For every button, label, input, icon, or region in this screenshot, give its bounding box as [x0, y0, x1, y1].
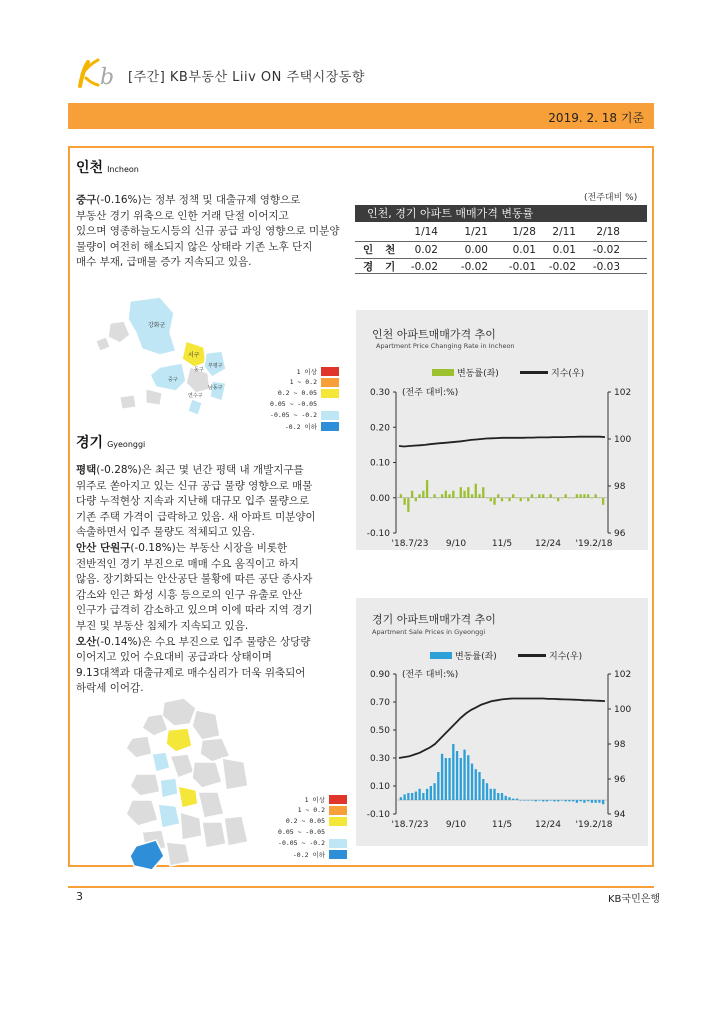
- change-rate-bar: [411, 793, 413, 800]
- change-rate-bar: [433, 494, 435, 498]
- change-rate-bar: [505, 796, 507, 800]
- gyeonggi-legend-index: 지수(우): [518, 649, 582, 662]
- gyeonggi-paragraph: [76, 463, 316, 697]
- change-rate-bar: [478, 772, 480, 800]
- change-rate-bar: [486, 498, 488, 499]
- gyeonggi-legend-change: 변동률(좌): [430, 649, 497, 662]
- change-rate-bar: [576, 494, 578, 498]
- change-rate-bar: [523, 498, 525, 499]
- incheon-map-legend: [258, 366, 341, 432]
- x-tick-label: '19.2/18: [575, 539, 613, 549]
- change-rate-bar: [579, 494, 581, 498]
- paragraph-line: [76, 193, 339, 209]
- incheon-legend-index: 지수(우): [520, 366, 584, 379]
- paragraph-text: 있으며 영종하늘도시등의 신규 공급 과잉 영향으로 미분양: [76, 225, 340, 238]
- map-legend-row: [258, 399, 341, 410]
- change-rate-bar: [460, 758, 462, 800]
- change-rate-bar: [568, 800, 570, 801]
- change-rate-bar: [591, 498, 593, 499]
- change-rate-bar: [475, 769, 477, 800]
- map-legend-label: 1 이상: [304, 796, 325, 804]
- paragraph-line: [76, 525, 316, 541]
- change-rate-bar: [403, 498, 405, 505]
- change-rate-bar: [456, 751, 458, 800]
- right-tick-label: 98: [614, 740, 626, 750]
- map-legend-swatch: [321, 367, 339, 376]
- incheon-chart-subtitle: Apartment Price Changing Rate in Incheon: [376, 342, 515, 350]
- change-rate-bar: [557, 800, 559, 801]
- change-rate-bar: [482, 487, 484, 498]
- change-rate-bar: [400, 797, 402, 800]
- paragraph-line: [76, 541, 316, 557]
- paragraph-text: (-0.16%)는 정부 정책 및 대출규제 영향으로: [96, 194, 301, 206]
- table-cell: -0.02: [410, 261, 438, 273]
- x-tick-label: '18.7/23: [391, 539, 429, 549]
- map-label-bupyeong: 부평구: [208, 363, 223, 369]
- kb-logo-icon: [74, 58, 124, 90]
- map-legend-swatch: [321, 378, 339, 387]
- table-cell: -0.03: [592, 261, 620, 273]
- change-rate-bar: [493, 789, 495, 800]
- left-tick-label: 0.30: [369, 388, 390, 398]
- map-legend-swatch: [321, 411, 339, 420]
- gyeonggi-title: 경기 Gyeonggi: [76, 435, 146, 451]
- map-legend-label: 0.2 ~ 0.05: [285, 817, 325, 825]
- change-rate-bar: [553, 800, 555, 801]
- change-rate-bar: [467, 755, 469, 800]
- table-header-row: [355, 224, 647, 240]
- table-cell: 0.01: [552, 244, 576, 256]
- change-rate-bar: [418, 789, 420, 800]
- x-tick-label: 9/10: [445, 539, 467, 549]
- paragraph-line: [76, 479, 316, 495]
- table-column-header: 1/14: [414, 226, 438, 238]
- map-legend-label: 1 ~ 0.2: [297, 806, 325, 814]
- left-tick-label: 0.70: [369, 698, 390, 708]
- map-legend-label: 1 이상: [296, 368, 317, 376]
- map-legend-label: -0.05 ~ -0.2: [278, 839, 325, 847]
- change-rate-bar: [497, 494, 499, 498]
- table-cell: 0.01: [512, 244, 536, 256]
- change-rate-bar: [576, 800, 578, 803]
- paragraph-text: 기존 주택 가격이 급락하고 있음. 새 아파트 미분양이: [76, 510, 316, 523]
- change-rate-bar: [437, 498, 439, 499]
- change-rate-bar: [583, 800, 585, 803]
- table-cell: -0.02: [592, 244, 620, 256]
- paragraph-text: (-0.14%)은 수요 부진으로 입주 물량은 상당량: [96, 635, 311, 648]
- incheon-price-chart: [356, 380, 648, 550]
- change-rate-bar: [441, 494, 443, 498]
- map-label-namdong: 남동구: [208, 385, 223, 391]
- change-rate-bar: [527, 498, 529, 502]
- paragraph-line: [76, 635, 316, 651]
- change-rate-bar: [475, 484, 477, 498]
- map-legend-row: [258, 388, 341, 399]
- change-rate-bar: [415, 792, 417, 800]
- paragraph-line: [76, 681, 316, 697]
- table-row: [355, 241, 647, 257]
- change-rate-bar: [411, 491, 413, 498]
- left-tick-label: 0.90: [369, 670, 390, 680]
- change-rate-bar: [448, 494, 450, 498]
- change-rate-bar: [407, 498, 409, 512]
- map-legend-swatch: [321, 389, 339, 398]
- paragraph-line: [76, 572, 316, 588]
- right-tick-label: 102: [614, 388, 632, 398]
- right-tick-label: 94: [614, 810, 626, 820]
- change-rate-bar: [527, 800, 529, 801]
- map-legend-row: [266, 838, 349, 849]
- change-rate-bar: [538, 494, 540, 498]
- map-legend-row: [266, 794, 349, 805]
- change-rate-bar: [594, 800, 596, 803]
- change-rate-bar: [520, 800, 522, 801]
- change-rate-bar: [418, 494, 420, 498]
- gyeonggi-chart-subtitle: Apartment Sale Prices in Gyeonggi: [372, 628, 486, 636]
- change-rate-bar: [516, 799, 518, 800]
- change-rate-bar: [531, 494, 533, 498]
- change-rate-bar: [463, 750, 465, 800]
- change-rate-bar: [433, 783, 435, 800]
- x-tick-label: 11/5: [491, 539, 513, 549]
- map-legend-label: -0.2 이하: [284, 423, 317, 431]
- map-legend-label: 1 ~ 0.2: [289, 378, 317, 386]
- paragraph-text: 위주로 쏟아지고 있는 신규 공급 물량 영향으로 매물: [76, 479, 313, 492]
- x-tick-label: 12/24: [535, 539, 561, 549]
- left-tick-label: 0.00: [369, 493, 390, 504]
- change-rate-bar: [516, 498, 518, 499]
- change-rate-bar: [508, 498, 510, 502]
- map-legend-swatch: [329, 850, 347, 859]
- map-legend-label: 0.2 ~ 0.05: [277, 389, 317, 397]
- map-legend-swatch: [329, 806, 347, 815]
- x-tick-label: '18.7/23: [391, 820, 429, 830]
- map-legend-label: -0.2 이하: [292, 851, 325, 859]
- change-rate-bar: [602, 498, 604, 505]
- change-rate-bar: [531, 800, 533, 801]
- map-legend-row: [266, 849, 349, 860]
- change-rate-bar: [486, 783, 488, 800]
- map-legend-swatch: [329, 817, 347, 826]
- change-rate-bar: [437, 772, 439, 800]
- change-rate-bar: [426, 789, 428, 800]
- change-rate-bar: [415, 498, 417, 502]
- change-rate-bar: [463, 491, 465, 498]
- paragraph-line: [76, 463, 316, 479]
- gyeonggi-chart-title: 경기 아파트매매가격 추이: [372, 613, 496, 626]
- change-rate-bar: [445, 758, 447, 800]
- change-rate-bar: [542, 800, 544, 801]
- report-date: 2019. 2. 18 기준: [548, 111, 644, 125]
- change-rate-bar: [512, 799, 514, 800]
- paragraph-line: [76, 494, 316, 510]
- paragraph-line: [76, 588, 316, 604]
- table-cell: -0.02: [548, 261, 576, 273]
- paragraph-text: (-0.18%)는 부동산 시장을 비롯한: [130, 541, 288, 554]
- change-rate-bar: [598, 498, 600, 499]
- change-rate-bar: [471, 764, 473, 800]
- svg-text:b: b: [100, 65, 115, 90]
- change-rate-bar: [520, 498, 522, 502]
- highlight-region: 안산 단원구: [76, 541, 131, 554]
- paragraph-text: (-0.28%)은 최근 몇 년간 평택 내 개발지구를: [96, 464, 304, 476]
- change-rate-bar: [538, 800, 540, 801]
- gyeonggi-map-legend: [266, 794, 349, 860]
- incheon-chart-title: 인천 아파트매매가격 추이: [372, 328, 496, 341]
- paragraph-text: 인구가 급격히 감소하고 있으며 이에 따라 지역 경기: [76, 604, 313, 617]
- table-row: [355, 258, 647, 274]
- x-tick-label: 12/24: [535, 820, 561, 830]
- report-header-title: [주간] KB부동산 Liiv ON 주택시장동향: [128, 70, 365, 85]
- incheon-map: [90, 293, 250, 423]
- change-rate-bar: [445, 491, 447, 498]
- paragraph-line: [76, 619, 316, 635]
- change-rate-bar: [572, 498, 574, 499]
- change-rate-bar: [553, 498, 555, 499]
- change-rate-bar: [561, 800, 563, 801]
- change-rate-bar: [565, 800, 567, 801]
- change-rate-bar: [501, 498, 503, 502]
- change-rate-bar: [546, 498, 548, 499]
- change-rate-bar: [505, 498, 507, 499]
- map-legend-row: [258, 410, 341, 421]
- change-rate-bar: [460, 487, 462, 498]
- table-column-header: 1/21: [464, 226, 488, 238]
- paragraph-text: 매수 부재, 급매물 증가 지속되고 있음.: [76, 256, 252, 269]
- change-rate-bar: [587, 494, 589, 498]
- change-rate-bar: [542, 494, 544, 498]
- change-rate-bar: [594, 494, 596, 498]
- change-rate-bar: [478, 494, 480, 498]
- map-label-jung: 중구: [168, 377, 178, 383]
- map-label-ganghwa: 강화군: [148, 322, 166, 329]
- left-axis-unit-label: (전주 대비:%): [402, 388, 459, 398]
- paragraph-text: 이어지고 있어 수요대비 공급과다 상태이며: [76, 651, 272, 664]
- change-rate-bar: [482, 779, 484, 800]
- map-legend-row: [266, 816, 349, 827]
- paragraph-text: 않음. 장기화되는 안산공단 불황에 따른 공단 종사자: [76, 573, 313, 586]
- change-rate-bar: [508, 797, 510, 800]
- map-label-seo: 서구: [188, 352, 200, 359]
- change-rate-bar: [565, 494, 567, 498]
- table-row-label: 경기: [363, 261, 408, 273]
- change-rate-bar: [572, 800, 574, 801]
- left-tick-label: -0.10: [366, 810, 390, 820]
- change-rate-bar: [557, 498, 559, 502]
- map-label-yeonsu: 연수구: [188, 393, 203, 399]
- change-rate-bar: [441, 754, 443, 800]
- paragraph-line: [76, 666, 316, 682]
- change-rate-bar: [448, 758, 450, 800]
- x-tick-label: 9/10: [445, 820, 467, 830]
- change-rate-bar: [452, 491, 454, 498]
- footer-divider: [68, 886, 654, 888]
- paragraph-text: 속출하면서 입주 물량도 적체되고 있음.: [76, 526, 255, 539]
- paragraph-text: 전반적인 경기 부진으로 매매 수요 움직이고 하지: [76, 557, 299, 570]
- table-cell: 0.02: [414, 244, 438, 256]
- table-cell: 0.00: [464, 244, 488, 256]
- highlight-region: 평택: [76, 464, 97, 476]
- change-rate-bar: [602, 800, 604, 804]
- highlight-region: 중구: [76, 194, 97, 206]
- map-legend-label: 0.05 ~ -0.05: [270, 400, 317, 408]
- change-rate-bar: [422, 793, 424, 800]
- table-row-label: 인천: [363, 244, 408, 256]
- map-label-dong: 동구: [194, 367, 204, 373]
- change-rate-bar: [400, 494, 402, 498]
- right-tick-label: 96: [614, 775, 626, 785]
- date-bar: [68, 103, 654, 129]
- price-index-line: [399, 699, 605, 759]
- gyeonggi-map: [112, 696, 262, 876]
- table-title: 인천, 경기 아파트 매매가격 변동률: [355, 205, 647, 222]
- paragraph-line: [76, 240, 339, 256]
- change-rate-bar: [535, 800, 537, 801]
- change-rate-bar: [490, 789, 492, 800]
- left-tick-label: 0.10: [369, 782, 390, 792]
- change-rate-bar: [598, 800, 600, 803]
- map-legend-row: [258, 377, 341, 388]
- change-rate-bar: [422, 491, 424, 498]
- paragraph-text: 다량 누적현상 지속과 지난해 대규모 입주 물량으로: [76, 495, 310, 508]
- map-legend-row: [266, 827, 349, 838]
- change-rate-bar: [426, 480, 428, 498]
- right-tick-label: 96: [614, 529, 626, 539]
- paragraph-text: 9.13대책과 대출규제로 매수심리가 더욱 위축되어: [76, 666, 306, 679]
- table-cell: -0.02: [460, 261, 488, 273]
- change-rate-bar: [407, 793, 409, 800]
- change-rate-bar: [471, 494, 473, 498]
- change-rate-bar: [546, 800, 548, 801]
- change-rate-bar: [403, 794, 405, 800]
- table-column-header: 1/28: [512, 226, 536, 238]
- price-index-line: [399, 437, 605, 447]
- paragraph-line: [76, 209, 339, 225]
- change-rate-bar: [456, 498, 458, 499]
- map-legend-swatch: [329, 795, 347, 804]
- map-legend-swatch: [329, 839, 347, 848]
- paragraph-line: [76, 224, 339, 240]
- x-tick-label: 11/5: [491, 820, 513, 830]
- footer-bank-name: KB국민은행: [608, 894, 661, 905]
- change-rate-bar: [535, 498, 537, 499]
- map-legend-label: -0.05 ~ -0.2: [270, 411, 317, 419]
- incheon-paragraph: [76, 193, 339, 271]
- map-legend-row: [266, 805, 349, 816]
- left-tick-label: -0.10: [366, 529, 390, 539]
- paragraph-text: 부동산 경기 위축으로 인한 거래 단절 이어지고: [76, 209, 289, 222]
- left-tick-label: 0.30: [369, 754, 390, 764]
- paragraph-text: 물량이 여전히 해소되지 않은 상태라 기존 노후 단지: [76, 240, 313, 253]
- left-axis-unit-label: (전주 대비:%): [402, 670, 459, 680]
- table-unit-label: (전주대비 %): [584, 193, 638, 203]
- gyeonggi-price-chart: [356, 662, 648, 846]
- paragraph-text: 하락세 이어감.: [76, 682, 144, 695]
- page-number: 3: [76, 890, 83, 903]
- change-rate-bar: [452, 744, 454, 800]
- change-rate-bar: [561, 498, 563, 499]
- change-rate-bar: [497, 793, 499, 800]
- map-legend-swatch: [321, 400, 339, 409]
- right-tick-label: 102: [614, 670, 632, 680]
- table-column-header: 2/18: [596, 226, 620, 238]
- paragraph-line: [76, 255, 339, 271]
- left-tick-label: 0.20: [369, 423, 390, 434]
- x-tick-label: '19.2/18: [575, 820, 613, 830]
- change-rate-bar: [493, 498, 495, 505]
- right-tick-label: 100: [614, 705, 632, 715]
- change-rate-bar: [583, 494, 585, 498]
- right-tick-label: 98: [614, 482, 626, 492]
- change-rate-bar: [490, 498, 492, 502]
- left-tick-label: 0.10: [369, 458, 390, 469]
- paragraph-line: [76, 603, 316, 619]
- map-legend-row: [258, 421, 341, 432]
- change-rate-bar: [568, 498, 570, 499]
- highlight-region: 오산: [76, 635, 97, 648]
- paragraph-line: [76, 557, 316, 573]
- right-tick-label: 100: [614, 435, 632, 445]
- change-rate-bar: [430, 786, 432, 800]
- incheon-legend-change: 변동률(좌): [432, 366, 499, 379]
- change-rate-bar: [512, 494, 514, 498]
- change-rate-bar: [523, 800, 525, 801]
- change-rate-bar: [467, 487, 469, 498]
- change-rate-bar: [550, 800, 552, 801]
- map-legend-label: 0.05 ~ -0.05: [278, 828, 325, 836]
- paragraph-line: [76, 650, 316, 666]
- change-rate-bar: [430, 498, 432, 499]
- left-tick-label: 0.50: [369, 726, 390, 736]
- map-legend-swatch: [329, 828, 347, 837]
- incheon-title: 인천 Incheon: [76, 160, 139, 176]
- change-rate-bar: [591, 800, 593, 803]
- paragraph-text: 부진 및 부동산 침체가 지속되고 있음.: [76, 619, 249, 632]
- table-cell: -0.01: [508, 261, 536, 273]
- table-column-header: 2/11: [552, 226, 576, 238]
- map-legend-swatch: [321, 422, 339, 431]
- change-rate-bar: [550, 494, 552, 498]
- paragraph-text: 감소와 인근 화성 시흥 등으로의 인구 유출로 안산: [76, 588, 303, 601]
- change-rate-bar: [579, 800, 581, 801]
- map-legend-row: [258, 366, 341, 377]
- change-rate-bar: [587, 800, 589, 801]
- change-rate-bar: [501, 793, 503, 800]
- paragraph-line: [76, 510, 316, 526]
